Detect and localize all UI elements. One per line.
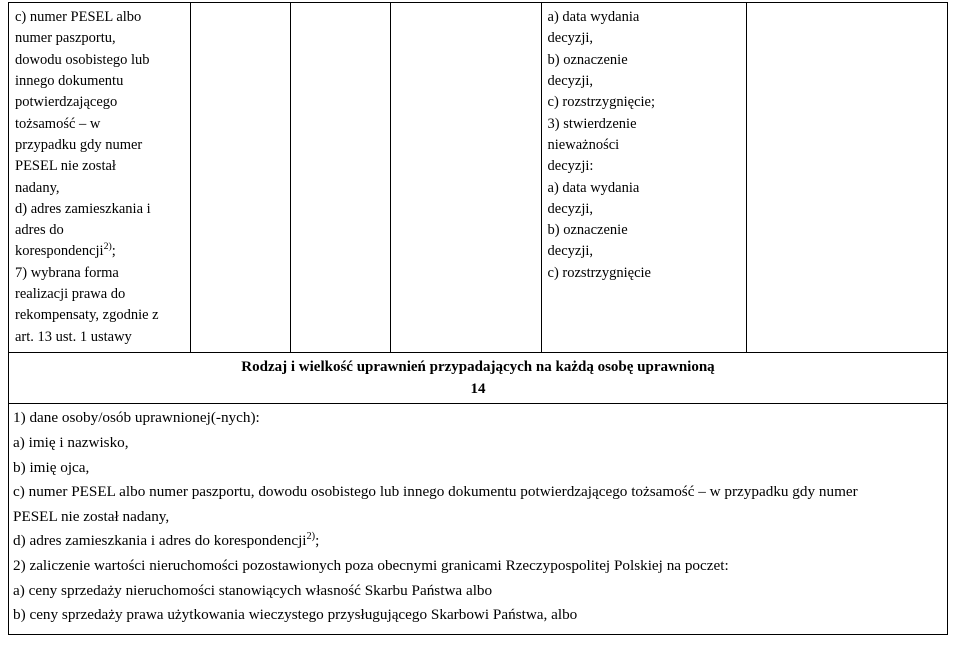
band-number-text: 14 xyxy=(470,380,486,397)
list-item: b) ceny sprzedaży prawa użytkowania wieczystego przysługującego Skarbowi Państwa, albo xyxy=(13,606,578,624)
document-page xyxy=(0,2,957,652)
cell-empty-b xyxy=(191,3,291,353)
personal-data-text xyxy=(9,3,190,352)
line-korespondencja xyxy=(15,241,184,262)
list-item: 1) dane osoby/osób uprawnionej(-nych): xyxy=(13,409,260,427)
list-item-korespondencja xyxy=(13,529,941,554)
cell-empty-f xyxy=(746,3,947,353)
line: rekompensaty, zgodnie z xyxy=(15,307,159,324)
line: innego dokumentu xyxy=(15,72,124,89)
line: b) oznaczenie xyxy=(547,222,628,239)
line: art. 13 ust. 1 ustawy xyxy=(15,328,132,345)
line: a) data wydania xyxy=(547,9,640,25)
korespondencja-prefix: d) adres zamieszkania i adres do korespondencji xyxy=(13,532,307,550)
decision-data-text xyxy=(542,3,746,288)
line: 7) wybrana forma xyxy=(15,264,119,281)
line: numer paszportu, xyxy=(15,30,116,47)
korespondencja-tail: ; xyxy=(315,532,320,550)
table-row-band xyxy=(9,353,948,404)
list-item: 2) zaliczenie wartości nieruchomości pozostawionych poza obecnymi granicami Rzeczypospolitej Polskiej na poczet: xyxy=(13,557,729,574)
list-item: PESEL nie został nadany, xyxy=(13,507,170,525)
list-item: b) imię ojca, xyxy=(13,458,90,476)
table-row-body xyxy=(9,404,948,635)
cell-decision-data xyxy=(541,3,746,353)
band-title-text: Rodzaj i wielkość uprawnień przypadających na każdą osobę uprawnioną xyxy=(241,359,715,375)
line: c) numer PESEL albo xyxy=(15,9,142,25)
document-table xyxy=(8,2,948,635)
cell-empty-d xyxy=(391,3,541,353)
list-item: c) numer PESEL albo numer paszportu, dowodu osobistego lub innego dokumentu potwierdzającego tożsamość – w przypadku gdy numer xyxy=(13,483,858,501)
line: b) oznaczenie xyxy=(547,51,628,68)
list-item: a) ceny sprzedaży nieruchomości stanowiących własność Skarbu Państwa albo xyxy=(13,581,493,599)
footnote-marker: 2) xyxy=(306,531,316,543)
line: d) adres zamieszkania i xyxy=(15,200,151,217)
line: nieważności xyxy=(547,136,620,153)
cell-empty-c xyxy=(291,3,391,353)
line: decyzji, xyxy=(547,200,594,217)
list-item: a) imię i nazwisko, xyxy=(13,433,129,451)
line: dowodu osobistego lub xyxy=(15,51,150,68)
cell-body-list xyxy=(9,404,948,635)
cell-personal-data xyxy=(9,3,191,353)
line: nadany, xyxy=(15,179,60,196)
korespondencja-text: korespondencji xyxy=(15,243,104,260)
line: decyzji: xyxy=(547,158,594,175)
line: a) data wydania xyxy=(547,179,640,196)
line: realizacji prawa do xyxy=(15,286,126,303)
line: c) rozstrzygnięcie; xyxy=(547,94,656,111)
body-list-text xyxy=(9,404,947,634)
line: decyzji, xyxy=(547,30,594,47)
line: PESEL nie został xyxy=(15,158,116,175)
line: decyzji, xyxy=(547,72,594,89)
table-row-upper xyxy=(9,3,948,353)
line: przypadku gdy numer xyxy=(15,136,143,153)
line: decyzji, xyxy=(547,243,594,260)
cell-band-title xyxy=(9,353,948,404)
line: c) rozstrzygnięcie xyxy=(547,264,651,281)
line: tożsamość – w xyxy=(15,115,101,132)
line: potwierdzającego xyxy=(15,94,118,111)
line: adres do xyxy=(15,222,64,239)
footnote-marker: 2) xyxy=(103,241,112,253)
korespondencja-tail: ; xyxy=(111,243,116,260)
line: 3) stwierdzenie xyxy=(547,115,637,132)
